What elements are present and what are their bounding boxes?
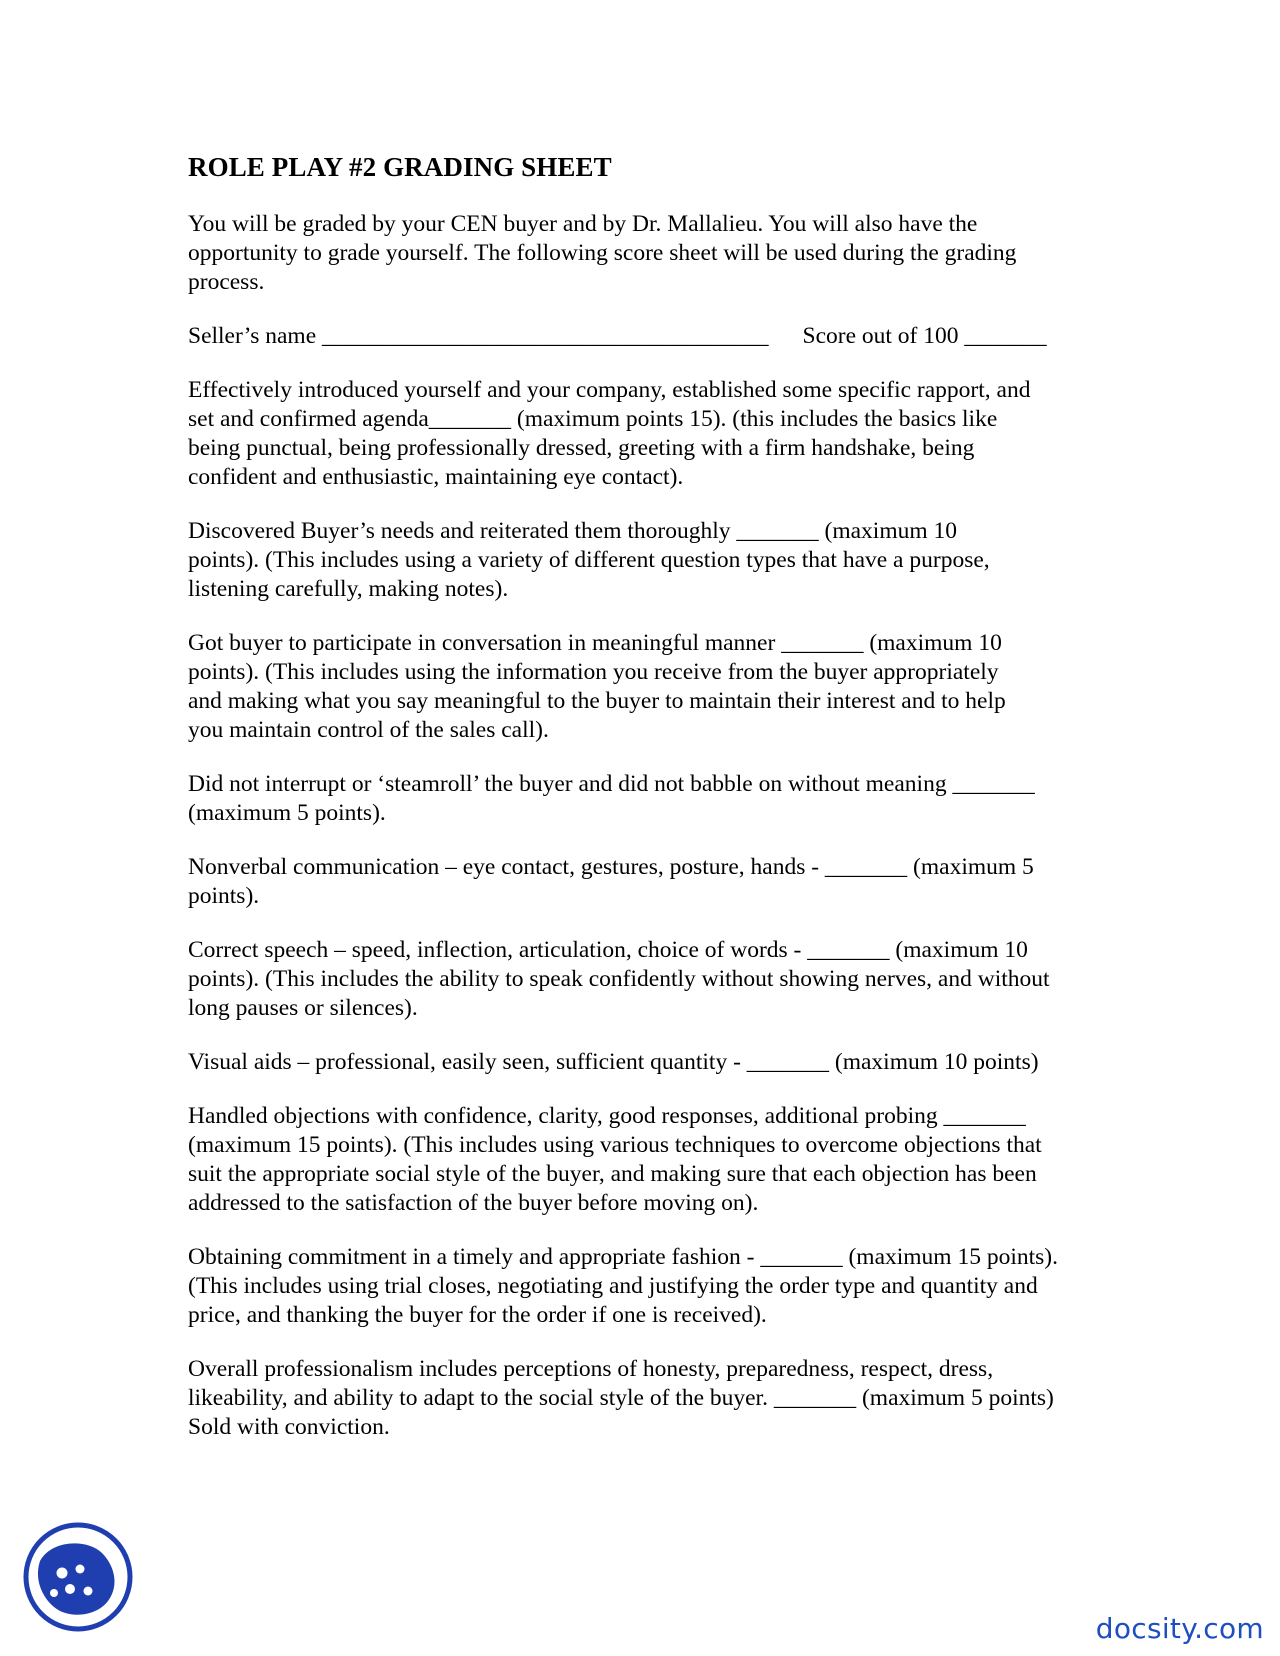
intro-line: opportunity to grade yourself. The following score sheet will be used during the grading xyxy=(188,240,1017,266)
criterion-line: set and confirmed agenda_______ (maximum points 15). (this includes the basics like xyxy=(188,406,998,432)
criterion-line: Did not interrupt or ‘steamroll’ the buyer and did not babble on without meaning _______ xyxy=(188,771,1035,797)
criterion-visual-aids xyxy=(188,1048,1128,1077)
criterion-line: (This includes using trial closes, negotiating and justifying the order type and quantity and xyxy=(188,1273,1038,1299)
criterion-line: Sold with conviction. xyxy=(188,1414,390,1440)
criterion-line: Obtaining commitment in a timely and appropriate fashion - _______ (maximum 15 points). xyxy=(188,1244,1058,1270)
criterion-line: addressed to the satisfaction of the buyer before moving on). xyxy=(188,1190,759,1216)
seller-score-row xyxy=(188,322,1128,351)
criterion-line: likeability, and ability to adapt to the social style of the buyer. _______ (maximum 5 points) xyxy=(188,1385,1054,1411)
criterion-line: Visual aids – professional, easily seen, sufficient quantity - _______ (maximum 10 points) xyxy=(188,1049,1039,1075)
page-title: ROLE PLAY #2 GRADING SHEET xyxy=(188,152,612,182)
criterion-line: price, and thanking the buyer for the order if one is received). xyxy=(188,1302,767,1328)
docsity-logo-icon xyxy=(22,1521,134,1633)
criterion-line: Correct speech – speed, inflection, articulation, choice of words - _______ (maximum 10 xyxy=(188,937,1028,963)
criterion-line: Got buyer to participate in conversation in meaningful manner _______ (maximum 10 xyxy=(188,630,1002,656)
criterion-line: listening carefully, making notes). xyxy=(188,576,509,602)
criterion-line: (maximum 15 points). (This includes using various techniques to overcome objections that xyxy=(188,1132,1042,1158)
criterion-buyer-participation xyxy=(188,629,1128,745)
intro-line: You will be graded by your CEN buyer and by Dr. Mallalieu. You will also have the xyxy=(188,211,978,237)
criterion-line: points). (This includes using the information you receive from the buyer appropriately xyxy=(188,659,999,685)
criterion-commitment xyxy=(188,1243,1128,1330)
docsity-brand-link[interactable]: docsity.com xyxy=(1095,1612,1264,1645)
intro-line: process. xyxy=(188,269,265,295)
criterion-no-interrupt xyxy=(188,770,1128,828)
criterion-objections xyxy=(188,1102,1128,1218)
grading-sheet-page xyxy=(188,150,1128,1467)
criterion-line: and making what you say meaningful to the buyer to maintain their interest and to help xyxy=(188,688,1006,714)
criterion-line: suit the appropriate social style of the buyer, and making sure that each objection has been xyxy=(188,1161,1037,1187)
criterion-line: long pauses or silences). xyxy=(188,995,418,1021)
criterion-professionalism xyxy=(188,1355,1128,1442)
criterion-line: points). (This includes using a variety of different question types that have a purpose, xyxy=(188,547,990,573)
criterion-line: (maximum 5 points). xyxy=(188,800,386,826)
intro-paragraph xyxy=(188,210,1128,297)
criterion-line: confident and enthusiastic, maintaining eye contact). xyxy=(188,464,684,490)
criterion-line: Effectively introduced yourself and your company, established some specific rapport, and xyxy=(188,377,1031,403)
criterion-speech xyxy=(188,936,1128,1023)
criterion-line: points). xyxy=(188,883,260,909)
criterion-line: Nonverbal communication – eye contact, gestures, posture, hands - _______ (maximum 5 xyxy=(188,854,1034,880)
criterion-line: being punctual, being professionally dressed, greeting with a firm handshake, being xyxy=(188,435,975,461)
criterion-introduction xyxy=(188,376,1128,492)
criterion-line: you maintain control of the sales call). xyxy=(188,717,549,743)
criterion-line: points). (This includes the ability to speak confidently without showing nerves, and without xyxy=(188,966,1050,992)
criterion-needs-discovery xyxy=(188,517,1128,604)
criterion-line: Handled objections with confidence, clarity, good responses, additional probing _______ xyxy=(188,1103,1026,1129)
criterion-nonverbal xyxy=(188,853,1128,911)
score-field: Score out of 100 _______ xyxy=(802,323,1047,349)
criterion-line: Discovered Buyer’s needs and reiterated them thoroughly _______ (maximum 10 xyxy=(188,518,958,544)
criterion-line: Overall professionalism includes perceptions of honesty, preparedness, respect, dress, xyxy=(188,1356,994,1382)
seller-name-field: Seller’s name ______________________________________ xyxy=(188,323,769,349)
